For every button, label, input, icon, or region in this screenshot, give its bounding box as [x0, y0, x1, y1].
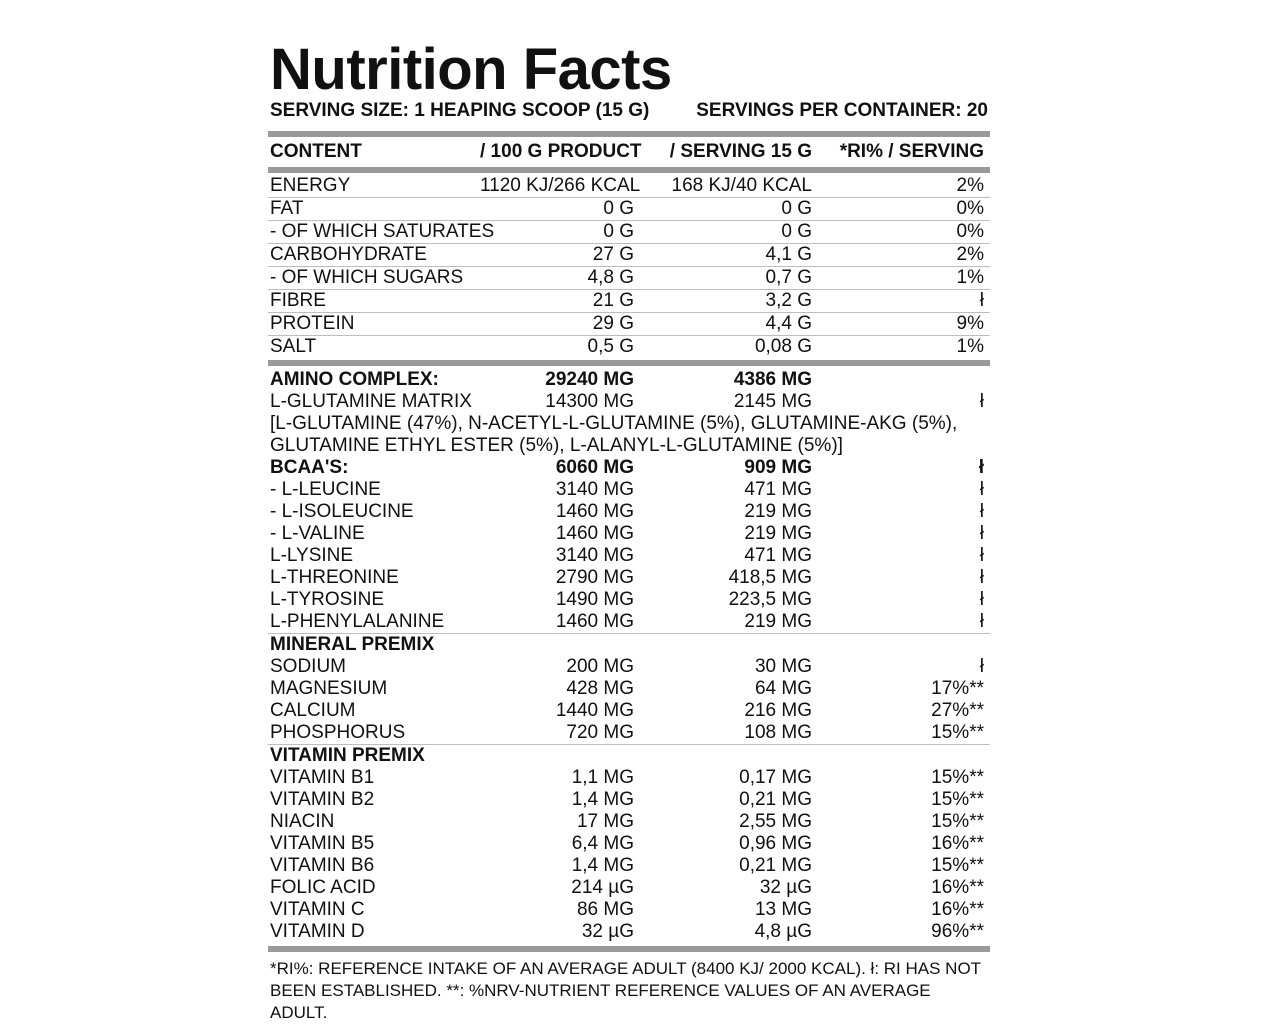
cell-name: ENERGY	[270, 175, 351, 196]
cell-name: NIACIN	[270, 811, 335, 832]
table-row	[268, 175, 990, 198]
cell-name: PHOSPHORUS	[270, 722, 406, 743]
basic-nutrients	[268, 175, 990, 358]
glutamine-row: L-GLUTAMINE MATRIX 14300 MG 2145 MG ł	[270, 391, 984, 412]
cell-ri: 15%**	[931, 811, 984, 832]
cell-name: MAGNESIUM	[270, 678, 388, 699]
mineral-items	[268, 656, 990, 745]
table-row	[268, 811, 990, 833]
cell-name: CALCIUM	[270, 700, 356, 721]
cell-name: - L-ISOLEUCINE	[270, 501, 414, 522]
cell-per100: 1460 MG	[555, 501, 634, 522]
cell-name: PROTEIN	[270, 313, 355, 334]
table-row	[268, 855, 990, 877]
cell-per100: 428 MG	[566, 678, 634, 699]
table-row	[268, 198, 990, 221]
cell-perServing: 0,21 MG	[739, 789, 812, 810]
cell-ri: ł	[979, 501, 984, 522]
header-ri: *RI% / SERVING	[839, 141, 984, 162]
cell-perServing: 32 µG	[759, 877, 812, 898]
header-content: CONTENT	[270, 141, 362, 162]
cell-perServing: 471 MG	[744, 545, 812, 566]
table-row	[268, 589, 990, 611]
table-header	[268, 137, 990, 167]
cell-per100: 6,4 MG	[571, 833, 634, 854]
cell-perServing: 4,4 G	[765, 313, 812, 334]
mineral-heading: MINERAL PREMIX	[270, 634, 435, 655]
cell-per100: 3140 MG	[555, 479, 634, 500]
table-row	[268, 611, 990, 633]
table-row	[268, 221, 990, 244]
cell-per100: 32 µG	[581, 921, 634, 942]
cell-per100: 0 G	[603, 221, 634, 242]
cell-per100: 21 G	[592, 290, 634, 311]
cell-perServing: 4,1 G	[765, 244, 812, 265]
vitamin-items	[268, 767, 990, 943]
cell-ri: 15%**	[931, 855, 984, 876]
cell-per100: 3140 MG	[555, 545, 634, 566]
cell-per100: 1460 MG	[555, 611, 634, 632]
cell-perServing: 219 MG	[744, 523, 812, 544]
cell-ri: 2%	[956, 175, 984, 196]
cell-name: VITAMIN B6	[270, 855, 375, 876]
cell-per100: 1460 MG	[555, 523, 634, 544]
cell-name: L-TYROSINE	[270, 589, 385, 610]
table-row	[268, 567, 990, 589]
cell-ri: 0%	[956, 198, 984, 219]
cell-perServing: 0,08 G	[754, 336, 812, 357]
table-row	[268, 479, 990, 501]
cell-ri: 2%	[956, 244, 984, 265]
cell-name: CARBOHYDRATE	[270, 244, 427, 265]
cell-per100: 1,4 MG	[571, 789, 634, 810]
cell-ri: ł	[979, 290, 984, 311]
table-row	[268, 501, 990, 523]
cell-ri: 16%**	[931, 899, 984, 920]
cell-name: - OF WHICH SUGARS	[270, 267, 464, 288]
cell-ri: 17%**	[931, 678, 984, 699]
table-row	[268, 722, 990, 744]
table-row	[268, 877, 990, 899]
cell-per100: 1,1 MG	[571, 767, 634, 788]
cell-per100: 17 MG	[576, 811, 634, 832]
cell-perServing: 0 G	[781, 221, 812, 242]
cell-per100: 214 µG	[571, 877, 634, 898]
cell-ri: 15%**	[931, 767, 984, 788]
cell-perServing: 0,7 G	[765, 267, 812, 288]
serving-size: SERVING SIZE: 1 HEAPING SCOOP (15 G)	[270, 100, 650, 121]
table-row	[268, 767, 990, 789]
cell-name: FAT	[270, 198, 304, 219]
cell-ri: ł	[979, 567, 984, 588]
cell-perServing: 0,96 MG	[739, 833, 812, 854]
cell-name: VITAMIN C	[270, 899, 365, 920]
cell-ri: 1%	[956, 336, 984, 357]
amino-items	[268, 479, 990, 634]
table-row	[268, 656, 990, 678]
footnote: *RI%: REFERENCE INTAKE OF AN AVERAGE ADULT (8400 KJ/ 2000 KCAL). ł: RI HAS NOT BEEN ESTABLISHED. **: %NRV-NUTRIENT REFERENCE VALUES OF AN AVERAGE ADULT.	[270, 959, 982, 1022]
cell-name: VITAMIN D	[270, 921, 365, 942]
cell-name: VITAMIN B2	[270, 789, 375, 810]
serving-info	[268, 100, 990, 122]
cell-perServing: 418,5 MG	[728, 567, 812, 588]
cell-perServing: 4,8 µG	[754, 921, 812, 942]
label-title: Nutrition Facts	[270, 37, 672, 102]
cell-per100: 200 MG	[566, 656, 634, 677]
cell-ri: 15%**	[931, 722, 984, 743]
cell-name: L-LYSINE	[270, 545, 354, 566]
cell-ri: ł	[979, 523, 984, 544]
cell-ri: ł	[979, 611, 984, 632]
table-row	[268, 313, 990, 336]
cell-name: FOLIC ACID	[270, 877, 376, 898]
cell-perServing: 219 MG	[744, 611, 812, 632]
header-per-serving: / SERVING 15 G	[669, 141, 812, 162]
cell-ri: 96%**	[931, 921, 984, 942]
cell-name: - OF WHICH SATURATES	[270, 221, 495, 242]
cell-per100: 1490 MG	[555, 589, 634, 610]
servings-per-container: SERVINGS PER CONTAINER: 20	[696, 100, 988, 121]
cell-per100: 1,4 MG	[571, 855, 634, 876]
cell-perServing: 64 MG	[754, 678, 812, 699]
table-row	[268, 789, 990, 811]
cell-ri: 0%	[956, 221, 984, 242]
cell-ri: 27%**	[931, 700, 984, 721]
cell-name: L-PHENYLALANINE	[270, 611, 445, 632]
cell-per100: 29 G	[592, 313, 634, 334]
cell-perServing: 168 KJ/40 KCAL	[671, 175, 812, 196]
table-row	[268, 678, 990, 700]
table-row	[268, 290, 990, 313]
cell-perServing: 108 MG	[744, 722, 812, 743]
cell-perServing: 223,5 MG	[728, 589, 812, 610]
cell-perServing: 0,17 MG	[739, 767, 812, 788]
amino-complex-row: AMINO COMPLEX: 29240 MG 4386 MG	[270, 369, 812, 390]
table-row	[268, 833, 990, 855]
cell-perServing: 0,21 MG	[739, 855, 812, 876]
bcaa-row: BCAA'S: 6060 MG 909 MG ł	[270, 457, 984, 478]
table-row	[268, 244, 990, 267]
cell-name: - L-VALINE	[270, 523, 365, 544]
table-row	[268, 336, 990, 358]
cell-per100: 86 MG	[576, 899, 634, 920]
table-row	[268, 700, 990, 722]
cell-per100: 0,5 G	[587, 336, 634, 357]
cell-ri: 15%**	[931, 789, 984, 810]
table-row	[268, 921, 990, 943]
cell-perServing: 0 G	[781, 198, 812, 219]
cell-ri: 9%	[956, 313, 984, 334]
nutrition-label	[268, 37, 990, 1024]
cell-per100: 1440 MG	[555, 700, 634, 721]
cell-name: L-THREONINE	[270, 567, 399, 588]
cell-perServing: 30 MG	[754, 656, 812, 677]
cell-perServing: 471 MG	[744, 479, 812, 500]
cell-perServing: 216 MG	[744, 700, 812, 721]
cell-perServing: 3,2 G	[765, 290, 812, 311]
table-row	[268, 523, 990, 545]
cell-name: VITAMIN B5	[270, 833, 375, 854]
cell-name: VITAMIN B1	[270, 767, 375, 788]
cell-perServing: 13 MG	[754, 899, 812, 920]
table-row	[268, 899, 990, 921]
cell-per100: 1120 KJ/266 KCAL	[480, 175, 641, 196]
cell-per100: 720 MG	[566, 722, 634, 743]
header-per-100g: / 100 G PRODUCT	[480, 141, 642, 162]
table-row	[268, 545, 990, 567]
cell-ri: ł	[979, 589, 984, 610]
cell-perServing: 219 MG	[744, 501, 812, 522]
cell-ri: ł	[979, 656, 984, 677]
vitamin-heading: VITAMIN PREMIX	[270, 745, 425, 766]
cell-name: SODIUM	[270, 656, 346, 677]
cell-per100: 2790 MG	[555, 567, 634, 588]
cell-per100: 0 G	[603, 198, 634, 219]
cell-name: FIBRE	[270, 290, 326, 311]
cell-ri: 1%	[956, 267, 984, 288]
glutamine-description: [L-GLUTAMINE (47%), N-ACETYL-L-GLUTAMINE (5%), GLUTAMINE-AKG (5%), GLUTAMINE ETHYL ESTER (5%), L-ALANYL-L-GLUTAMINE (5%)]	[270, 413, 958, 456]
cell-perServing: 2,55 MG	[739, 811, 812, 832]
cell-name: - L-LEUCINE	[270, 479, 381, 500]
cell-ri: ł	[979, 545, 984, 566]
table-row	[268, 267, 990, 290]
cell-name: SALT	[270, 336, 317, 357]
cell-per100: 27 G	[592, 244, 634, 265]
divider-thick	[268, 946, 990, 952]
cell-ri: 16%**	[931, 833, 984, 854]
cell-ri: 16%**	[931, 877, 984, 898]
cell-ri: ł	[979, 479, 984, 500]
cell-per100: 4,8 G	[587, 267, 634, 288]
